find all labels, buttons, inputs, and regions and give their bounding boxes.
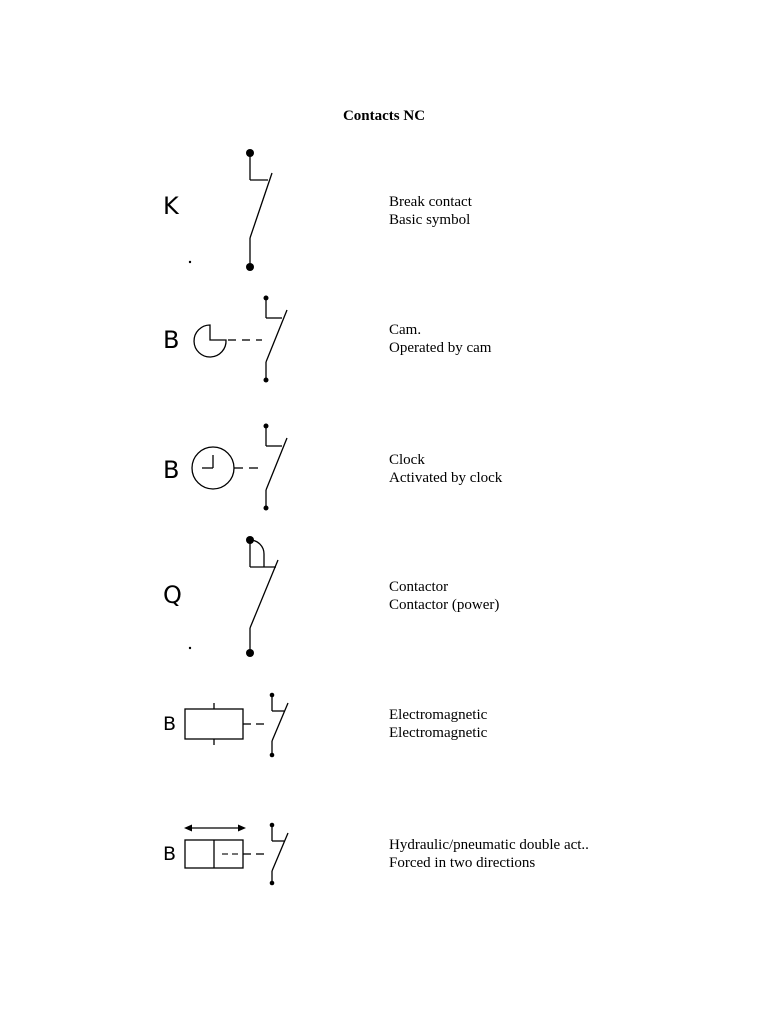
symbol-subtitle: Activated by clock (389, 470, 503, 486)
symbol-name: Cam. (389, 322, 422, 338)
symbol-subtitle: Electromagnetic (389, 725, 488, 741)
symbol-description (389, 451, 502, 487)
symbol-description (389, 706, 487, 742)
electromagnetic-contact-symbol (150, 685, 350, 765)
symbol-row-contactor (0, 528, 768, 668)
device-letter: Q (163, 581, 182, 609)
device-letter: B (163, 456, 180, 484)
symbol-name: Contactor (389, 579, 449, 595)
double-acting-contact-symbol (150, 815, 350, 895)
contactor-contact-symbol (150, 528, 350, 668)
symbol-row-cam (0, 290, 768, 390)
device-letter: B (163, 713, 177, 735)
symbol-name: Electromagnetic (389, 707, 488, 723)
device-letter: B (163, 843, 177, 865)
symbol-subtitle: Contactor (power) (389, 597, 500, 613)
cam-contact-symbol (150, 290, 350, 390)
device-letter: B (163, 326, 180, 354)
symbol-row-electromagnetic (0, 685, 768, 765)
symbol-description (389, 578, 499, 614)
page-title: Contacts NC (342, 108, 426, 124)
symbol-description (389, 836, 589, 872)
symbol-description (389, 321, 491, 357)
symbol-row-break-contact (0, 140, 768, 280)
symbol-row-clock (0, 420, 768, 520)
symbol-description (389, 193, 472, 229)
clock-contact-symbol (150, 420, 350, 520)
symbol-name: Break contact (389, 194, 472, 210)
symbol-name: Hydraulic/pneumatic double act.. (389, 837, 589, 853)
symbol-subtitle: Operated by cam (389, 340, 492, 356)
device-letter: K (163, 192, 179, 220)
symbol-row-double-acting (0, 815, 768, 895)
symbol-subtitle: Basic symbol (389, 212, 471, 228)
symbol-name: Clock (389, 452, 425, 468)
symbol-subtitle: Forced in two directions (389, 855, 536, 871)
break-contact-symbol (150, 140, 350, 280)
